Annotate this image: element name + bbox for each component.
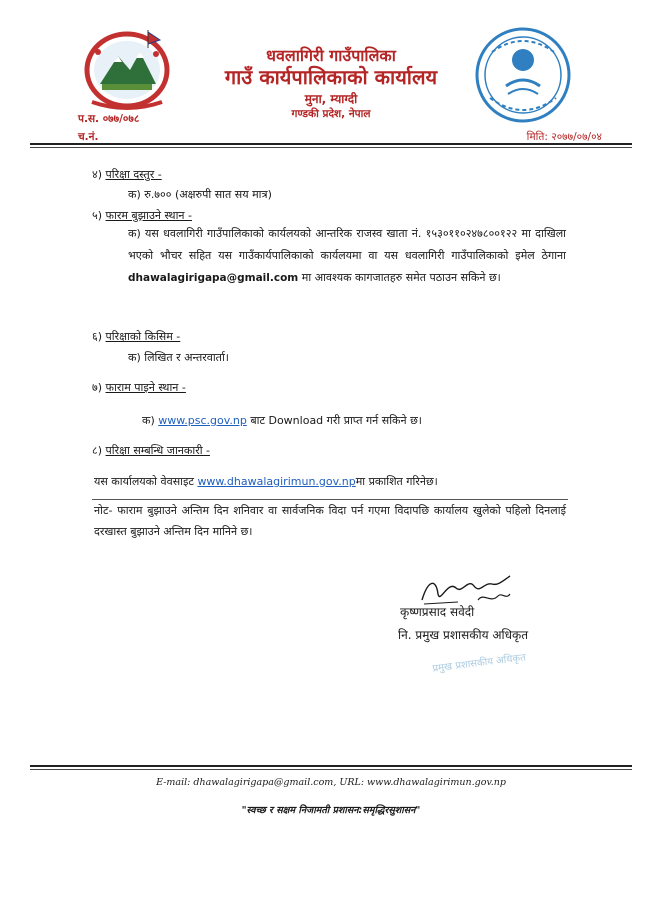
header-divider-thin	[30, 147, 632, 148]
municipality-name: धवलागिरी गाउँपालिका	[266, 46, 396, 65]
deadline-note: नोट- फाराम बुझाउने अन्तिम दिन शनिवार वा सार्वजनिक विदा पर्न गएमा विदापछि कार्यालय खुलेको पहिलो दिनलाई दरखास्त बुझाउने अन्तिम दिन मानिने छ।	[94, 504, 566, 538]
letter-date: मिति: २०७७/०७/०४	[526, 131, 602, 143]
section-title: परिक्षाको किसिम -	[105, 330, 181, 343]
section-exam-type	[92, 329, 180, 344]
section-number: ४)	[92, 168, 103, 181]
office-name: गाउँ कार्यपालिकाको कार्यालय	[224, 65, 438, 89]
signatory-name: कृष्णप्रसाद सवेदी	[400, 605, 475, 619]
section-number: ६)	[92, 330, 103, 343]
section-form-submission	[92, 208, 192, 223]
office-address: मुना, म्याग्दी	[304, 92, 358, 106]
section-exam-info	[92, 443, 210, 458]
download-text: बाट Download गरी प्राप्त गर्न सकिने छ।	[250, 414, 422, 427]
header-divider	[30, 143, 632, 145]
section-number: ८)	[92, 444, 103, 457]
form-submission-paragraph	[128, 223, 566, 289]
reference-number: प.स. ०७७/०७८	[78, 113, 140, 125]
website-text: यस कार्यालयको वेवसाइट	[94, 475, 194, 488]
section-title: परिक्षा सम्बन्धि जानकारी -	[105, 444, 211, 457]
form-availability-item	[142, 413, 422, 428]
footer-contact: E-mail: dhawalagirigapa@gmail.com, URL: www.dhawalagirimun.gov.np	[156, 777, 506, 788]
footer-slogan: "स्वच्छ र सक्षम निजामती प्रशासन:समृद्धिरसुशासन"	[241, 805, 421, 816]
section-title: फारम बुझाउने स्थान -	[105, 209, 193, 222]
section-form-availability	[92, 380, 186, 395]
email-address: dhawalagirigapa@gmail.com	[128, 272, 299, 284]
submission-text: क) यस धवलागिरी गाउँपालिकाको कार्यलयको आन्तरिक राजस्व खाता नं. १५३०११०२४७८००१२२ मा दाखिला भएको भौचर सहित यस गाउँकार्यपालिकाको कार्यलयमा वा यस धवलागिरी गाउँपालिकाको इमेल ठेगाना	[128, 227, 566, 262]
item-prefix: क)	[142, 414, 155, 427]
footer-divider	[30, 765, 632, 767]
psc-website-link[interactable]: www.psc.gov.np	[158, 414, 247, 427]
section-number: ७)	[92, 381, 103, 394]
section-exam-fee	[92, 167, 162, 182]
signatory-title: नि. प्रमुख प्रशासकीय अधिकृत	[398, 628, 529, 642]
exam-info-line	[94, 474, 438, 489]
section-number: ५)	[92, 209, 103, 222]
dispatch-number: च.नं.	[78, 131, 99, 143]
footer-divider-thin	[30, 769, 632, 770]
publish-text: मा प्रकाशित गरिनेछ।	[355, 475, 438, 488]
exam-fee-item: क) रु.७०० (अक्षरुपी सात सय मात्र)	[128, 188, 272, 201]
section-title: फाराम पाइने स्थान -	[105, 381, 186, 394]
municipality-website-link[interactable]: www.dhawalagirimun.gov.np	[197, 475, 356, 488]
province-name: गण्डकी प्रदेश, नेपाल	[291, 108, 371, 120]
faint-stamp: प्रमुख प्रशासकीय अधिकृत	[431, 652, 527, 675]
exam-type-item: क) लिखित र अन्तरवार्ता।	[128, 351, 229, 364]
submission-text-end: मा आवश्यक कागजातहरु समेत पठाउन सकिने छ।	[301, 271, 501, 284]
section-title: परिक्षा दस्तुर -	[105, 168, 162, 181]
